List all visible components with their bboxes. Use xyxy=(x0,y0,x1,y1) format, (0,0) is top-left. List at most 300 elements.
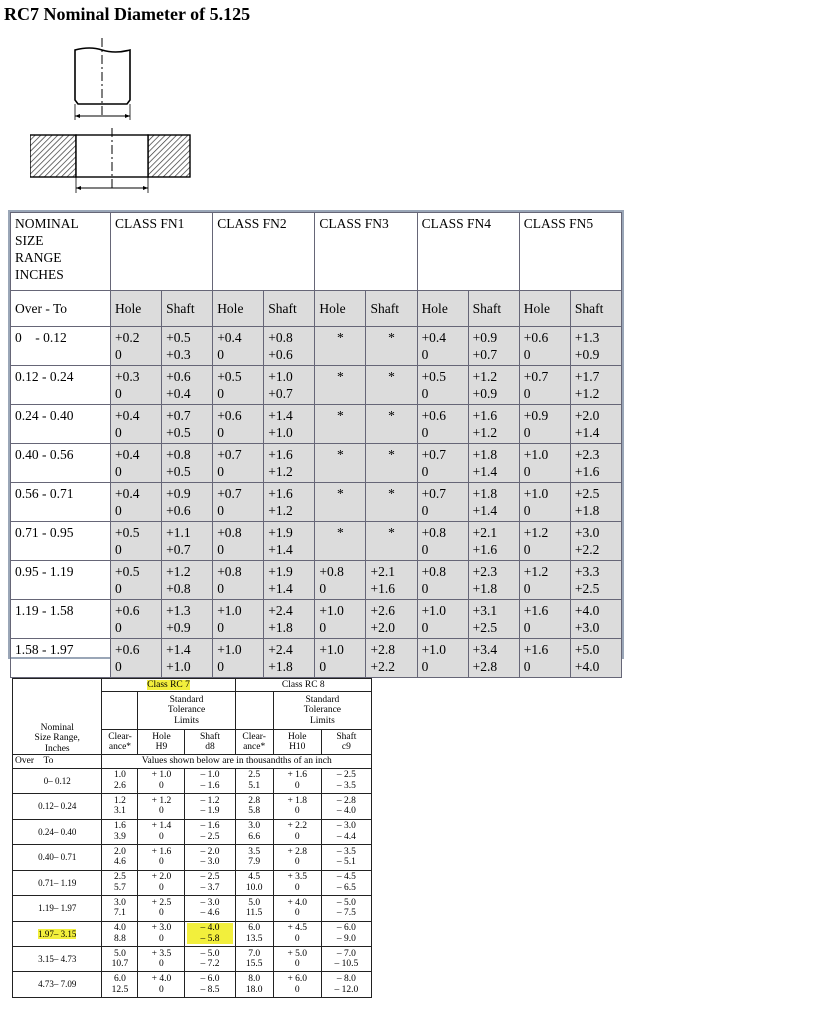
fit-value: 0 xyxy=(217,659,224,674)
fit-value-cell xyxy=(519,639,570,678)
fit-value: +1.2 xyxy=(523,525,549,540)
rc-value: 0 xyxy=(159,908,164,919)
fit-value-cell xyxy=(366,444,417,483)
fit-value: +0.8 xyxy=(421,564,447,579)
rc-value: 3.9 xyxy=(114,831,126,842)
nominal-size-range-header: Nominal Size Range, Inches xyxy=(13,692,102,755)
fit-value-cell xyxy=(366,639,417,678)
rc-value: + 1.0 xyxy=(151,770,172,781)
fit-value: 0 xyxy=(421,659,429,674)
fit-value xyxy=(319,541,361,558)
rc-value: + 2.2 xyxy=(287,821,308,832)
fit-value: * xyxy=(388,486,395,501)
fit-value: +0.3 xyxy=(115,369,140,384)
fit-value: +0.8 xyxy=(319,564,344,579)
fn1-hole-header: Hole xyxy=(111,291,162,327)
rc-value: + 4.0 xyxy=(151,974,172,985)
rc-value-cell xyxy=(185,794,235,819)
rc-value: – 3.5 xyxy=(336,846,356,857)
rc-value: 0 xyxy=(159,831,164,842)
rc-value: – 4.0 xyxy=(187,923,232,934)
fit-value: +1.4 xyxy=(472,503,498,518)
fit-value-cell xyxy=(417,483,468,522)
rc-value-cell xyxy=(273,947,321,972)
fit-value: +0.8 xyxy=(421,525,447,540)
fit-value: +1.2 xyxy=(166,564,191,579)
fit-value-cell xyxy=(111,444,162,483)
fit-value: 0 xyxy=(217,503,224,518)
fit-value-cell xyxy=(468,522,519,561)
fit-value: +2.3 xyxy=(574,447,600,462)
rc-value-cell xyxy=(321,972,371,998)
fit-value-cell xyxy=(162,327,213,366)
fit-value: +0.4 xyxy=(115,486,140,501)
class-fn1-header: CLASS FN1 xyxy=(111,213,213,291)
fit-value-cell xyxy=(468,639,519,678)
fit-value xyxy=(370,424,412,441)
rc-value-cell xyxy=(273,870,321,895)
fit-value: +1.0 xyxy=(166,659,191,674)
fit-value xyxy=(319,385,361,402)
fit-value: +0.8 xyxy=(166,581,191,596)
fit-value-cell xyxy=(213,366,264,405)
fit-value-cell xyxy=(162,444,213,483)
fit-value: 0 xyxy=(115,425,122,440)
fit-value xyxy=(370,502,412,519)
fit-value-cell xyxy=(111,600,162,639)
fit-value: +1.0 xyxy=(217,642,242,657)
page-title: RC7 Nominal Diameter of 5.125 xyxy=(4,4,251,24)
rc-value-cell xyxy=(138,921,185,946)
size-range: 4.73– 7.09 xyxy=(13,972,102,998)
fit-value: 0 xyxy=(217,347,224,362)
rc8-blank xyxy=(235,692,273,730)
fit-value: +1.8 xyxy=(472,581,498,596)
fit-value: +1.6 xyxy=(268,486,293,501)
fit-value: +1.0 xyxy=(523,447,549,462)
fit-value-cell xyxy=(213,327,264,366)
size-range: 1.19 - 1.58 xyxy=(11,600,111,639)
fit-value: +0.8 xyxy=(166,447,191,462)
fit-value: * xyxy=(337,369,344,384)
fit-value-cell xyxy=(366,366,417,405)
table-row xyxy=(13,972,372,998)
fn4-hole-header: Hole xyxy=(417,291,468,327)
fit-value: +0.5 xyxy=(115,564,140,579)
fit-value: * xyxy=(337,447,344,462)
fit-value-cell xyxy=(519,522,570,561)
fit-value: +1.4 xyxy=(574,425,600,440)
fit-value: +0.6 xyxy=(421,408,447,423)
rc-value: + 3.5 xyxy=(287,872,308,883)
fit-value: +1.8 xyxy=(574,503,600,518)
rc-value: – 1.6 xyxy=(200,821,220,832)
rc-value: + 5.0 xyxy=(287,948,308,959)
fit-value-cell xyxy=(162,366,213,405)
fit-value-cell xyxy=(366,327,417,366)
fit-value: +0.3 xyxy=(166,347,191,362)
fit-value: +1.3 xyxy=(574,330,600,345)
rc-value-cell xyxy=(138,870,185,895)
fit-value: +0.6 xyxy=(217,408,242,423)
fit-value-cell xyxy=(111,405,162,444)
fit-value: +1.4 xyxy=(268,542,293,557)
fit-value: +1.8 xyxy=(472,486,498,501)
rc-value-cell xyxy=(138,896,185,921)
fit-value: +0.6 xyxy=(268,347,293,362)
fit-value-cell xyxy=(570,366,621,405)
rc-value: 2.5 xyxy=(248,770,261,781)
rc-value-cell xyxy=(185,921,235,946)
fit-value: +3.4 xyxy=(472,642,498,657)
rc-value: + 6.0 xyxy=(287,974,308,985)
size-range: 0.40 - 0.56 xyxy=(11,444,111,483)
rc-value-cell xyxy=(185,947,235,972)
table-row xyxy=(11,483,622,522)
fit-value: +2.2 xyxy=(370,659,395,674)
rc-value-cell xyxy=(235,921,273,946)
rc-value-cell xyxy=(102,870,138,895)
fit-value: +1.6 xyxy=(523,642,549,657)
rc-value: – 2.5 xyxy=(336,770,356,781)
rc-value: 0 xyxy=(159,959,164,970)
rc-value: 2.5 xyxy=(114,872,126,883)
rc-value: 8.0 xyxy=(248,974,261,985)
rc-value: – 6.0 xyxy=(336,923,356,934)
fit-value: +1.2 xyxy=(472,425,498,440)
rc-value: 3.1 xyxy=(114,806,126,817)
fit-value: +3.0 xyxy=(574,525,600,540)
fit-value-cell xyxy=(366,522,417,561)
fit-value-cell xyxy=(264,444,315,483)
rc-value: 5.8 xyxy=(248,806,261,817)
fit-value: +0.4 xyxy=(166,386,191,401)
rc7-blank xyxy=(102,692,138,730)
rc-value: – 6.5 xyxy=(336,882,356,893)
fit-value-cell xyxy=(315,327,366,366)
table-row xyxy=(13,768,372,793)
rc-value-cell xyxy=(102,819,138,844)
size-range: 0.24 - 0.40 xyxy=(11,405,111,444)
fit-value xyxy=(370,385,412,402)
rc-value: – 4.4 xyxy=(336,831,356,842)
rc8-shaft-header: Shaft c9 xyxy=(321,729,371,754)
fit-value-cell xyxy=(162,522,213,561)
rc-value: 0 xyxy=(294,984,300,995)
rc-value: 0 xyxy=(159,882,164,893)
fit-value: +3.1 xyxy=(472,603,498,618)
fit-value: +2.6 xyxy=(370,603,395,618)
rc-value-cell xyxy=(102,845,138,870)
class-fn3-header: CLASS FN3 xyxy=(315,213,417,291)
rc-value: 18.0 xyxy=(245,984,263,995)
rc-value: 13.5 xyxy=(245,933,263,944)
size-range: 0.95 - 1.19 xyxy=(11,561,111,600)
fit-value xyxy=(370,541,412,558)
fit-value: +0.5 xyxy=(166,464,191,479)
fit-value: +1.2 xyxy=(268,464,293,479)
rc7-std-tol-header: Standard Tolerance Limits xyxy=(138,692,235,730)
rc-value: 5.0 xyxy=(248,897,261,908)
fit-value-cell xyxy=(315,483,366,522)
fit-value-cell xyxy=(111,561,162,600)
rc-value-cell xyxy=(235,819,273,844)
size-range: 1.19– 1.97 xyxy=(13,896,102,921)
fit-value: +0.7 xyxy=(421,486,447,501)
fit-value: +1.4 xyxy=(472,464,498,479)
rc-value-cell xyxy=(273,768,321,793)
fit-value-cell xyxy=(213,561,264,600)
size-range: 0.71– 1.19 xyxy=(13,870,102,895)
fn5-hole-header: Hole xyxy=(519,291,570,327)
rc-value: 0 xyxy=(159,780,164,791)
size-range: 0.12– 0.24 xyxy=(13,794,102,819)
fit-value: +0.9 xyxy=(523,408,549,423)
rc-value: – 6.0 xyxy=(200,974,220,985)
fit-value-cell xyxy=(366,561,417,600)
fit-value: +1.0 xyxy=(268,425,293,440)
fit-value: +0.7 xyxy=(217,447,242,462)
fit-value: +0.5 xyxy=(166,330,191,345)
rc-value: + 1.6 xyxy=(287,770,308,781)
rc-value: 0 xyxy=(294,959,300,970)
fit-value-cell xyxy=(264,366,315,405)
size-range: 1.58 - 1.97 xyxy=(11,639,111,678)
fit-value: +2.5 xyxy=(472,620,498,635)
rc-value: 6.6 xyxy=(248,831,261,842)
fit-value-cell xyxy=(417,522,468,561)
fit-value-cell xyxy=(111,483,162,522)
fit-value: 0 xyxy=(523,659,531,674)
table-row xyxy=(11,639,622,678)
rc-value: 0 xyxy=(159,984,164,995)
fit-value-cell xyxy=(417,444,468,483)
rc-value: – 12.0 xyxy=(334,984,359,995)
rc-value: 0 xyxy=(294,857,300,868)
nominal-size-header: NOMINAL SIZE RANGE INCHES xyxy=(11,213,111,291)
over-to-header: Over To xyxy=(13,755,102,768)
rc-fit-table xyxy=(12,678,372,998)
fit-value: +1.0 xyxy=(421,642,447,657)
rc-value-cell xyxy=(235,845,273,870)
table-row xyxy=(11,405,622,444)
rc-value-cell xyxy=(273,921,321,946)
fit-value-cell xyxy=(468,444,519,483)
rc-value: 3.0 xyxy=(114,897,126,908)
fit-value xyxy=(319,346,361,363)
fit-value: 0 xyxy=(523,503,531,518)
rc-value: – 8.5 xyxy=(200,984,220,995)
rc-value: – 4.0 xyxy=(336,806,356,817)
class-fn2-header: CLASS FN2 xyxy=(213,213,315,291)
class-fn5-header: CLASS FN5 xyxy=(519,213,621,291)
fn2-hole-header: Hole xyxy=(213,291,264,327)
fit-value: +1.4 xyxy=(268,408,293,423)
fit-value-cell xyxy=(570,600,621,639)
fit-value: +1.0 xyxy=(421,603,447,618)
fit-value: +1.8 xyxy=(268,620,293,635)
rc-value-cell xyxy=(138,794,185,819)
fit-value: +1.0 xyxy=(523,486,549,501)
rc-value: – 8.0 xyxy=(336,974,356,985)
fn5-shaft-header: Shaft xyxy=(570,291,621,327)
rc-value: – 3.0 xyxy=(200,857,220,868)
fit-value: +1.0 xyxy=(319,603,344,618)
fit-value: +0.4 xyxy=(115,447,140,462)
rc8-hole-header: Hole H10 xyxy=(273,729,321,754)
rc-value: + 2.0 xyxy=(151,872,172,883)
rc-value-cell xyxy=(102,896,138,921)
size-range: 1.97– 3.15 xyxy=(13,921,102,946)
rc-value: 0 xyxy=(294,806,300,817)
rc-corner xyxy=(13,679,102,692)
rc8-clearance-header: Clear- ance* xyxy=(235,729,273,754)
fit-value-cell xyxy=(315,600,366,639)
rc-value-cell xyxy=(321,768,371,793)
table-row xyxy=(13,870,372,895)
rc-value: – 2.0 xyxy=(200,846,220,857)
rc-value: 10.7 xyxy=(111,959,129,970)
table-row xyxy=(11,366,622,405)
rc-value: 6.0 xyxy=(114,974,126,985)
rc-value: + 1.2 xyxy=(151,795,172,806)
fit-value: 0 xyxy=(115,503,122,518)
rc-value: 8.8 xyxy=(114,933,126,944)
size-range: 0.71 - 0.95 xyxy=(11,522,111,561)
fit-value-cell xyxy=(570,561,621,600)
fit-value: 0 xyxy=(421,425,429,440)
fit-value-cell xyxy=(519,366,570,405)
fit-value-cell xyxy=(315,522,366,561)
fit-value: +1.2 xyxy=(574,386,600,401)
rc-value: 15.5 xyxy=(245,959,263,970)
fit-value-cell xyxy=(519,600,570,639)
fit-value: * xyxy=(337,525,344,540)
fit-value: +2.8 xyxy=(370,642,395,657)
fit-value: 0 xyxy=(217,464,224,479)
rc-value-cell xyxy=(273,896,321,921)
fit-value-cell xyxy=(315,639,366,678)
fit-value-cell xyxy=(468,405,519,444)
fit-value: +2.2 xyxy=(574,542,600,557)
class-rc7-header: Class RC 7 xyxy=(102,679,235,692)
fit-value-cell xyxy=(570,483,621,522)
fit-value: 0 xyxy=(523,347,531,362)
fit-value-cell xyxy=(264,600,315,639)
rc7-clearance-header: Clear- ance* xyxy=(102,729,138,754)
fit-value-cell xyxy=(468,327,519,366)
fit-value: 0 xyxy=(421,464,429,479)
rc-value: – 9.0 xyxy=(336,933,356,944)
fit-value-cell xyxy=(213,639,264,678)
fit-value-cell xyxy=(162,600,213,639)
fit-value: +1.1 xyxy=(166,525,191,540)
fit-value: 0 xyxy=(421,347,429,362)
table-row xyxy=(13,794,372,819)
fit-value: 0 xyxy=(217,581,224,596)
fit-value: +1.4 xyxy=(166,642,191,657)
rc-value: – 10.5 xyxy=(334,959,359,970)
rc-value: – 4.5 xyxy=(336,872,356,883)
rc-value-cell xyxy=(185,896,235,921)
fit-value: +0.4 xyxy=(115,408,140,423)
rc-value: 5.0 xyxy=(114,948,126,959)
rc-value: 3.5 xyxy=(248,846,261,857)
rc-value: 4.5 xyxy=(248,872,261,883)
fit-value-cell xyxy=(264,561,315,600)
fit-value: +1.8 xyxy=(268,659,293,674)
rc-value: 2.8 xyxy=(248,795,261,806)
fit-value: +1.6 xyxy=(370,581,395,596)
rc-value-cell xyxy=(102,921,138,946)
fit-value xyxy=(370,346,412,363)
rc-value-cell xyxy=(321,896,371,921)
fit-value-cell xyxy=(570,639,621,678)
rc-value-cell xyxy=(273,819,321,844)
rc-value: 6.0 xyxy=(248,923,261,934)
fit-value: * xyxy=(337,408,344,423)
rc-value: + 2.5 xyxy=(151,897,172,908)
fit-value-cell xyxy=(519,327,570,366)
rc-value: 4.6 xyxy=(114,857,126,868)
fit-value: +0.6 xyxy=(523,330,549,345)
fit-value: +1.6 xyxy=(523,603,549,618)
fit-value: * xyxy=(388,408,395,423)
fit-value: +1.8 xyxy=(472,447,498,462)
fit-value-cell xyxy=(519,483,570,522)
fit-value: +2.8 xyxy=(472,659,498,674)
rc-value: – 3.0 xyxy=(200,897,220,908)
rc-value: 10.0 xyxy=(245,882,263,893)
fit-value: 0 xyxy=(319,581,327,596)
fit-value: +0.9 xyxy=(472,330,498,345)
rc-value: – 5.0 xyxy=(336,897,356,908)
rc-value: – 3.0 xyxy=(336,821,356,832)
fit-value: +0.4 xyxy=(217,330,242,345)
fit-value: 0 xyxy=(523,464,531,479)
fit-value: +0.7 xyxy=(166,542,191,557)
rc-value: 5.1 xyxy=(248,780,261,791)
size-range: 0.40– 0.71 xyxy=(13,845,102,870)
rc-value: – 7.0 xyxy=(336,948,356,959)
rc-value: 0 xyxy=(294,933,300,944)
fit-value: +5.0 xyxy=(574,642,600,657)
fit-value: +2.5 xyxy=(574,486,600,501)
fit-value-cell xyxy=(213,444,264,483)
fit-value-cell xyxy=(162,483,213,522)
fit-value: +1.6 xyxy=(472,408,498,423)
table-row xyxy=(11,444,622,483)
fit-value: * xyxy=(388,525,395,540)
rc-value: – 1.9 xyxy=(200,806,220,817)
fit-value: 0 xyxy=(421,503,429,518)
rc-value: + 1.4 xyxy=(151,821,172,832)
fit-value xyxy=(319,424,361,441)
rc-value: – 4.6 xyxy=(200,908,220,919)
rc-value-cell xyxy=(235,972,273,998)
fit-value-cell xyxy=(213,522,264,561)
table-row xyxy=(11,522,622,561)
fit-value-cell xyxy=(570,444,621,483)
fit-value: +2.4 xyxy=(268,642,293,657)
rc-value: – 5.8 xyxy=(187,934,232,945)
fit-value: * xyxy=(337,486,344,501)
fit-value: +2.0 xyxy=(370,620,395,635)
rc-value: + 1.8 xyxy=(287,795,308,806)
fit-value-cell xyxy=(315,444,366,483)
fit-value: +0.8 xyxy=(268,330,293,345)
rc-value: 7.0 xyxy=(248,948,261,959)
